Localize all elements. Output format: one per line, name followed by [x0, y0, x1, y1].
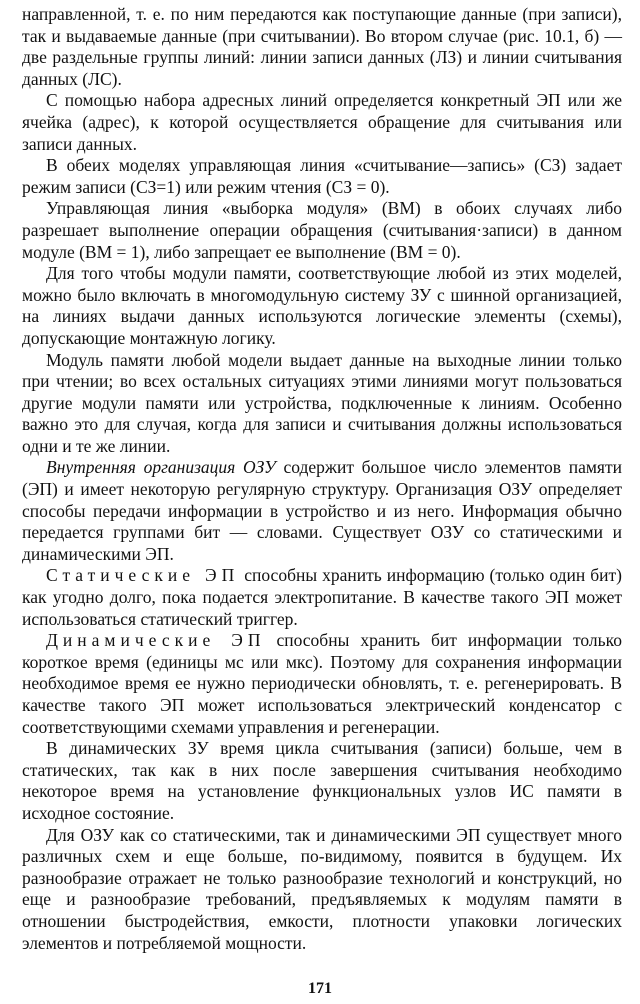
paragraph-6: [22, 457, 622, 565]
paragraph-5: Модуль памяти любой модели выдает данные на выходные линии только при чтении; во всех остальных ситуациях этими линиями могут пользоваться другие модули памяти или устройства, подключенные к линиям. Особенно важно это для случая, когда для записи и считывания должны использоваться одни и те же линии.: [22, 349, 622, 456]
page-number: 171: [308, 980, 332, 997]
paragraph-7: [22, 565, 622, 630]
paragraph-1: С помощью набора адресных линий определяется конкретный ЭП или же ячейка (адрес), к которой осуществляется обращение для считывания или записи данных.: [22, 90, 622, 154]
paragraph-6-text: содержит большое число элементов памяти (ЭП) и имеет некоторую регулярную структуру. Организация ОЗУ определяет способы передачи информации в устройство и из него. Информация обычно передается группами бит — словами. Существует ОЗУ со статическими и динамическими ЭП.: [22, 457, 622, 564]
term-static-cells: Статические ЭП: [46, 565, 240, 586]
paragraph-2: В обеих моделях управляющая линия «считывание—запись» (СЗ) задает режим записи (СЗ=1) или режим чтения (СЗ = 0).: [22, 155, 622, 197]
term-dynamic-cells: Динамические ЭП: [46, 630, 266, 651]
paragraph-9: В динамических ЗУ время цикла считывания (записи) больше, чем в статических, так как в них после завершения считывания необходимо некоторое время на установление функциональных узлов ИС памяти в исходное состояние.: [22, 738, 622, 823]
term-internal-organization: Внутренняя организация ОЗУ: [46, 457, 276, 478]
paragraph-7-text: способны хранить информацию (только один бит) как угодно долго, пока подается электропитание. В качестве такого ЭП может использоваться статический триггер.: [22, 565, 622, 629]
paragraph-8-text: способны хранить бит информации только короткое время (единицы мс или мкс). Поэтому для сохранения информации необходимое время ее нужно периодически обновлять, т. е. регенерировать. В качестве такого ЭП может использоваться электрический конденсатор с соответствующими схемами управления и регенерации.: [22, 630, 622, 737]
paragraph-4: Для того чтобы модули памяти, соответствующие любой из этих моделей, можно было включать в многомодульную систему ЗУ с шинной организацией, на линиях выдачи данных используются логические элементы (схемы), допускающие монтажную логику.: [22, 263, 622, 348]
paragraph-3: Управляющая линия «выборка модуля» (ВМ) в обоих случаях либо разрешает выполнение операции обращения (считывания·записи) в данном модуле (ВМ = 1), либо запрещает ее выполнение (ВМ = 0).: [22, 198, 622, 262]
paragraph-8: [22, 630, 622, 738]
paragraph-0: направленной, т. е. по ним передаются как поступающие данные (при записи), так и выдаваемые данные (при считывании). Во втором случае (рис. 10.1, б) — две раздельные группы линий: линии записи данных (ЛЗ) и линии считывания данных (ЛС).: [22, 4, 622, 89]
page-text: [22, 4, 622, 954]
paragraph-10: Для ОЗУ как со статическими, так и динамическими ЭП существует много различных схем и еще больше, по-видимому, появится в будущем. Их разнообразие отражает не только разнообразие технологий и конструкций, но еще и разнообразие требований, предъявляемых к модулям памяти в отношении быстродействия, емкости, плотности упаковки логических элементов и потребляемой мощности.: [22, 824, 622, 953]
